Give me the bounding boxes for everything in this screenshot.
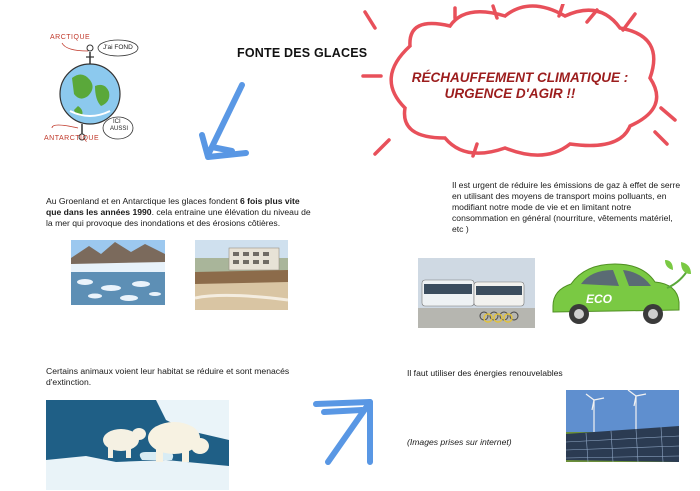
slogan-line-2: URGENCE D'AGIR !! [444, 86, 576, 101]
energies-paragraph: Il faut utiliser des énergies renouvelables [407, 368, 563, 378]
image-credit: (Images prises sur internet) [407, 437, 512, 447]
bubble-bottom-text-1: ICI [113, 119, 121, 125]
label-arctique: ARCTIQUE [50, 34, 91, 41]
slogan-line-1: RÉCHAUFFEMENT CLIMATIQUE : [411, 70, 629, 85]
arrow-up-icon [310, 392, 390, 472]
photo-renewables [566, 390, 679, 462]
photo-glacier [71, 240, 165, 305]
eco-car-illustration [545, 256, 695, 328]
gaz-paragraph: Il est urgent de réduire les émissions de gaz à effet de serre en utilisant des moyens de transport moins polluants, en modifiant notre mode de vie et en limitant notre consommation en général (nourriture, vêtements matériel, etc ) [452, 180, 681, 234]
glaces-paragraph [46, 196, 314, 229]
animaux-paragraph: Certains animaux voient leur habitat se réduire et sont menacés d'extinction. [46, 366, 290, 387]
arrow-down-icon [190, 75, 270, 175]
page-title: FONTE DES GLACES [237, 46, 368, 60]
photo-erosion [195, 240, 288, 310]
glaces-text-bold: 6 fois plus vite que dans les années 1990 [46, 196, 300, 217]
label-antarctique: ANTARCTIQUE [44, 135, 100, 142]
glaces-text-after: . cela entraine une élévation du niveau de la mer qui provoque des inondations et des érosions côtières. [46, 207, 311, 228]
bubble-top-text: J'ai FOND [103, 44, 133, 51]
car-eco-badge: ECO [586, 292, 613, 306]
bubble-bottom-text-2: AUSSI [110, 126, 129, 132]
photo-polar-bears [46, 400, 229, 490]
glaces-text-before: Au Groenland et en Antarctique les glaces fondent [46, 196, 240, 206]
photo-bus-bikes [418, 258, 535, 328]
